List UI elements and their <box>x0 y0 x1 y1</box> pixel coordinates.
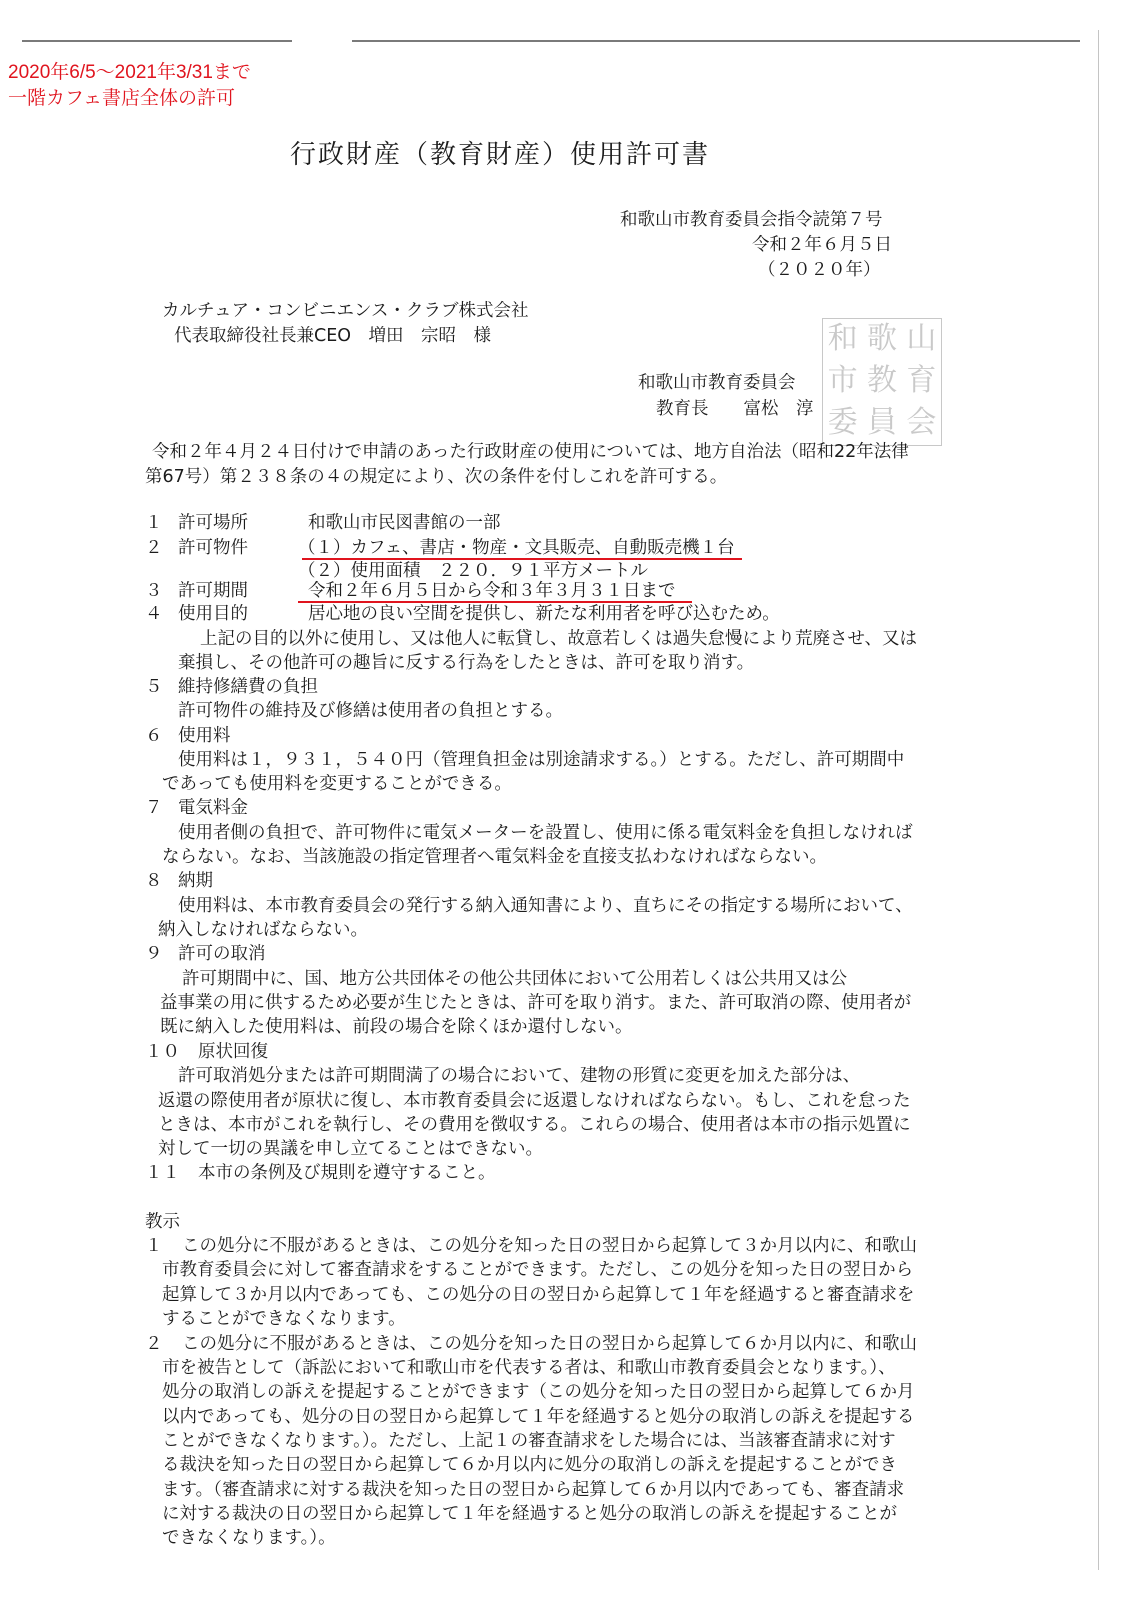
item-body: ならない。なお、当該施設の指定管理者へ電気料金を直接支払わなければならない。 <box>162 847 827 867</box>
item-body: 対して一切の異議を申し立てることはできない。 <box>158 1139 543 1159</box>
annotation-period: 2020年6/5～2021年3/31まで <box>8 62 251 83</box>
item-label: 維持修繕費の負担 <box>178 677 318 697</box>
item-number: ９ <box>145 944 163 964</box>
item-body: 許可物件の維持及び修繕は使用者の負担とする。 <box>178 701 563 721</box>
item-value: 居心地の良い空間を提供し、新たな利用者を呼び込むため。 <box>308 604 780 624</box>
notice-heading: 教示 <box>145 1212 180 1232</box>
doc-number: 和歌山市教育委員会指令読第７号 <box>620 210 883 230</box>
notice-line: ます。（審査請求に対する裁決を知った日の翌日から起算して６か月以内であっても、審査請求 <box>162 1480 905 1500</box>
notice-line: この処分に不服があるときは、この処分を知った日の翌日から起算して６か月以内に、和歌山 <box>182 1334 917 1354</box>
item-body: 益事業の用に供するため必要が生じたときは、許可を取り消す。また、許可取消の際、使用者が <box>160 993 912 1013</box>
doc-year: （２０２０年） <box>758 260 881 280</box>
item-label: 納期 <box>178 871 213 891</box>
item-body: 許可取消処分または許可期間満了の場合において、建物の形質に変更を加えた部分は、 <box>178 1066 861 1086</box>
notice-line: この処分に不服があるときは、この処分を知った日の翌日から起算して３か月以内に、和歌山 <box>182 1236 917 1256</box>
item-body: 使用料は１，９３１，５４０円（管理負担金は別途請求する。）とする。ただし、許可期間中 <box>178 750 905 770</box>
seal-char: 員 <box>866 405 897 440</box>
notice-line: 処分の取消しの訴えを提起することができます（この処分を知った日の翌日から起算して６か月 <box>162 1382 915 1402</box>
notice-number: １ <box>145 1236 163 1256</box>
annotation-scope: 一階カフェ書店全体の許可 <box>8 88 236 109</box>
item-number: ３ <box>145 581 163 601</box>
item-value: 和歌山市民図書館の一部 <box>308 513 501 533</box>
item-label: 許可期間 <box>178 581 248 601</box>
intro-line: 第67号）第２３８条の４の規定により、次の条件を付しこれを許可する。 <box>145 467 728 487</box>
seal-char: 市 <box>827 363 858 398</box>
notice-line: できなくなります。）。 <box>162 1528 336 1548</box>
item-number: ６ <box>145 726 163 746</box>
item-label: 電気料金 <box>178 798 248 818</box>
item-number: １ <box>145 513 163 533</box>
doc-date: 令和２年６月５日 <box>752 235 892 255</box>
item-number: ７ <box>145 798 163 818</box>
scan-line-left <box>22 40 292 42</box>
item-value: 令和２年６月５日から令和３年３月３１日まで <box>308 581 676 601</box>
notice-line: に対する裁決の日の翌日から起算して１年を経過すると処分の取消しの訴えを提起することが <box>162 1504 897 1524</box>
item-number: ５ <box>145 677 163 697</box>
item-body: 使用料は、本市教育委員会の発行する納入通知書により、直ちにその指定する場所において、 <box>178 896 913 916</box>
scan-line-right <box>352 40 1080 42</box>
item-body: 許可期間中に、国、地方公共団体その他公共団体において公用若しくは公共用又は公 <box>182 969 847 989</box>
seal-char: 山 <box>906 321 937 356</box>
item-body: であっても使用料を変更することができる。 <box>162 774 512 794</box>
notice-line: することができなくなります。 <box>162 1309 406 1329</box>
recipient-company: カルチュア・コンビニエンス・クラブ株式会社 <box>162 301 529 321</box>
notice-line: 以内であっても、処分の日の翌日から起算して１年を経過すると処分の取消しの訴えを提起する <box>162 1407 915 1427</box>
seal-char: 委 <box>827 405 858 440</box>
seal-char: 教 <box>866 363 897 398</box>
item-number: １１ <box>145 1163 180 1183</box>
item-value: （２）使用面積 ２２０．９１平方メートル <box>298 561 648 581</box>
item-number: １０ <box>145 1042 180 1062</box>
notice-line: ことができなくなります。）。ただし、上記１の審査請求をした場合には、当該審査請求に対す <box>162 1431 896 1451</box>
item-label: 許可物件 <box>178 538 248 558</box>
issuer-person: 教育長 富松 淳 <box>656 399 814 419</box>
item-body: 上記の目的以外に使用し、又は他人に転貸し、故意若しくは過失怠慢により荒廃させ、又は <box>200 629 917 649</box>
notice-line: 市教育委員会に対して審査請求をすることができます。ただし、この処分を知った日の翌日から <box>162 1260 914 1280</box>
item-label: 使用目的 <box>178 604 248 624</box>
item-label: 許可場所 <box>178 513 248 533</box>
seal-char: 会 <box>906 405 937 440</box>
item-body: 納入しなければならない。 <box>158 920 368 940</box>
item-number: ８ <box>145 871 163 891</box>
seal-char: 和 <box>827 321 858 356</box>
item-body: 使用者側の負担で、許可物件に電気メーターを設置し、使用に係る電気料金を負担しなければ <box>178 823 913 843</box>
item-value: （１）カフェ、書店・物産・文具販売、自動販売機１台 <box>298 538 735 558</box>
notice-line: 市を被告として（訴訟において和歌山市を代表する者は、和歌山市教育委員会となります。）、 <box>162 1358 896 1378</box>
notice-number: ２ <box>145 1334 163 1354</box>
official-seal <box>822 318 942 446</box>
issuer-org: 和歌山市教育委員会 <box>638 373 796 393</box>
item-number: ４ <box>145 604 163 624</box>
notice-line: る裁決を知った日の翌日から起算して６か月以内に処分の取消しの訴えを提起することができ <box>162 1455 897 1475</box>
seal-char: 育 <box>906 363 937 398</box>
document-title: 行政財産（教育財産）使用許可書 <box>290 140 711 170</box>
item-body: 棄損し、その他許可の趣旨に反する行為をしたときは、許可を取り消す。 <box>178 653 755 673</box>
item-label: 原状回復 <box>198 1042 268 1062</box>
item-number: ２ <box>145 538 163 558</box>
item-label: 許可の取消 <box>178 944 266 964</box>
item-body: 既に納入した使用料は、前段の場合を除くほか還付しない。 <box>160 1017 633 1037</box>
scan-edge <box>1098 30 1099 1570</box>
item-label: 本市の条例及び規則を遵守すること。 <box>198 1163 496 1183</box>
item-label: 使用料 <box>178 726 231 746</box>
item-body: ときは、本市がこれを執行し、その費用を徴収する。これらの場合、使用者は本市の指示処置に <box>158 1115 911 1135</box>
recipient-person: 代表取締役社長兼CEO 増田 宗昭 様 <box>174 326 492 346</box>
notice-line: 起算して３か月以内であっても、この処分の日の翌日から起算して１年を経過すると審査請求を <box>162 1285 915 1305</box>
intro-line: 令和２年４月２４日付けで申請のあった行政財産の使用については、地方自治法（昭和22年法律 <box>152 442 909 462</box>
seal-char: 歌 <box>866 321 897 356</box>
item-body: 返還の際使用者が原状に復し、本市教育委員会に返還しなければならない。もし、これを怠った <box>158 1091 911 1111</box>
